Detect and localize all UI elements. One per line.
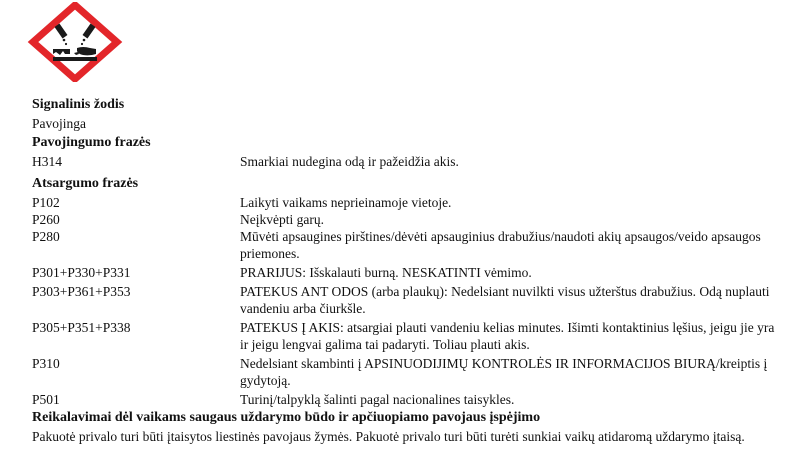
- signal-word-value: Pavojinga: [32, 116, 86, 131]
- precautionary-code: P301+P330+P331: [32, 265, 131, 280]
- precautionary-statement-row: [32, 391, 782, 408]
- precautionary-statement-row: [32, 283, 782, 317]
- precautionary-text: Turinį/talpyklą šalinti pagal nacionalines taisykles.: [240, 392, 515, 407]
- precautionary-statements-heading: Atsargumo frazės: [32, 176, 139, 191]
- precautionary-text: Nedelsiant skambinti į APSINUODIJIMŲ KONTROLĖS IR INFORMACIJOS BIURĄ/kreiptis į gydytoją.: [240, 356, 768, 388]
- hazard-statement-row: [32, 153, 782, 170]
- precautionary-text: PATEKUS Į AKIS: atsargiai plauti vandeniu kelias minutes. Išimti kontaktinius lęšius, jeigu jie yra ir jeigu lengvai galima tai padaryti. Toliau plauti akis.: [240, 320, 775, 352]
- precautionary-text: PATEKUS ANT ODOS (arba plaukų): Nedelsiant nuvilkti visus užterštus drabužius. Odą nuplauti vandeniu arba čiurkšle.: [240, 284, 770, 316]
- precautionary-text: PRARIJUS: Išskalauti burną. NESKATINTI vėmimo.: [240, 265, 532, 280]
- precautionary-statement-row: [32, 211, 782, 228]
- precautionary-statement-row: [32, 264, 782, 281]
- hazard-code: H314: [32, 154, 62, 169]
- precautionary-code: P260: [32, 212, 60, 227]
- precautionary-code: P303+P361+P353: [32, 284, 131, 299]
- precautionary-text: Mūvėti apsaugines pirštines/dėvėti apsauginius drabužius/naudoti akių apsaugos/veido apsaugos priemones.: [240, 229, 761, 261]
- precautionary-code: P280: [32, 229, 60, 244]
- precautionary-text: Laikyti vaikams neprieinamoje vietoje.: [240, 195, 452, 210]
- signal-word-heading: Signalinis žodis: [32, 97, 125, 112]
- precautionary-code: P501: [32, 392, 60, 407]
- precautionary-code: P305+P351+P338: [32, 320, 131, 335]
- child-resistant-heading: Reikalavimai dėl vaikams saugaus uždarymo būdo ir apčiuopiamo pavojaus įspėjimo: [32, 410, 541, 425]
- precautionary-code: P310: [32, 356, 60, 371]
- child-resistant-text: Pakuotė privalo turi būti įtaisytos liestinės pavojaus žymės. Pakuotė privalo turi būti turėti sunkiai vaikų atidaromą uždarymo įtaisą.: [32, 429, 745, 444]
- ghs-corrosive-icon: [20, 2, 130, 82]
- precautionary-statement-row: [32, 319, 782, 353]
- precautionary-code: P102: [32, 195, 60, 210]
- precautionary-statement-row: [32, 194, 782, 211]
- precautionary-statement-row: [32, 355, 782, 389]
- precautionary-statement-row: [32, 228, 782, 262]
- hazard-statements-heading: Pavojingumo frazės: [32, 135, 151, 150]
- precautionary-text: Neįkvėpti garų.: [240, 212, 324, 227]
- hazard-text: Smarkiai nudegina odą ir pažeidžia akis.: [240, 154, 459, 169]
- label-elements-section: [32, 95, 782, 445]
